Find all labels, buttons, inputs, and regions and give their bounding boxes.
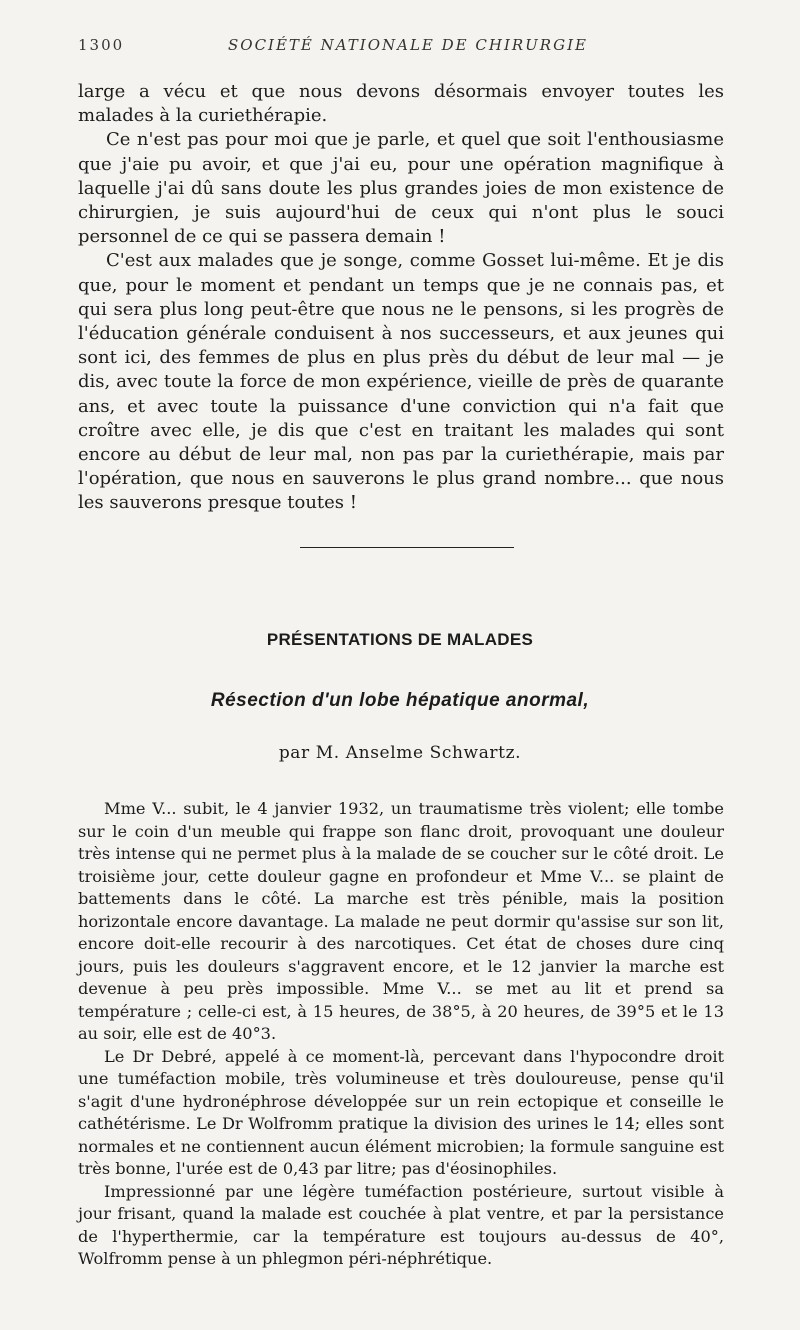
section-heading: PRÉSENTATIONS DE MALADES [266,630,534,649]
paragraph-continued: large a vécu et que nous devons désormais envoyer toutes les malades à la curiethérapie. [78,81,724,127]
article-byline: par M. Anselme Schwartz. [278,743,522,763]
page-header [78,36,722,58]
running-title: SOCIÉTÉ NATIONALE DE CHIRURGIE [228,36,588,54]
case-report-text [78,798,724,1271]
paragraph: Mme V... subit, le 4 janvier 1932, un traumatisme très violent; elle tombe sur le coin d'un meuble qui frappe son flanc droit, provoquant une douleur très intense qui ne permet plus à la malade de se coucher sur le côté droit. Le troisième jour, cette douleur gagne en profondeur et Mme V... se plaint de battements dans le côté. La marche est très pénible, mais la position horizontale encore davantage. La malade ne peut dormir qu'assise sur son lit, encore doit-elle recourir à des narcotiques. Cet état de choses dure cinq jours, puis les douleurs s'aggravent encore, et le 12 janvier la marche est devenue à peu près impossible. Mme V... se met au lit et prend sa température ; celle-ci est, à 15 heures, de 38°5, à 20 heures, de 39°5 et le 13 au soir, elle est de 40°3. [78,799,724,1043]
article-title: Résection d'un lobe hépatique anormal, [210,690,590,711]
paragraph: Impressionné par une légère tuméfaction postérieure, surtout visible à jour frisant, quand la malade est couchée à plat ventre, et par la persistance de l'hyperthermie, car la température est toujours au-dessus de 40°, Wolfromm pense à un phlegmon péri-néphrétique. [78,1181,724,1268]
page-number: 1300 [78,36,125,54]
paragraph: Ce n'est pas pour moi que je parle, et quel que soit l'enthousiasme que j'aie pu avoir, et que j'ai eu, pour une opération magnifique à laquelle j'ai dû sans doute les plus grandes joies de mon existence de chirurgien, je suis aujourd'hui de ceux qui n'ont plus le souci personnel de ce qui se passera demain ! [78,129,724,248]
paragraph: C'est aux malades que je songe, comme Gosset lui-même. Et je dis que, pour le moment et pendant un temps que je ne connais pas, et qui sera plus long peut-être que nous ne le pensons, si les progrès de l'éducation générale conduisent à nos successeurs, et aux jeunes qui sont ici, des femmes de plus en plus près du début de leur mal — je dis, avec toute la force de mon expérience, vieille de près de quarante ans, et avec toute la puissance d'une conviction qui n'a fait que croître avec elle, je dis que c'est en traitant les malades qui sont encore au début de leur mal, non pas par la curiethérapie, mais par l'opération, que nous en sauverons le plus grand nombre... que nous les sauverons presque toutes ! [78,250,724,514]
paragraph: Le Dr Debré, appelé à ce moment-là, percevant dans l'hypocondre droit une tuméfaction mobile, très volumineuse et très douloureuse, pense qu'il s'agit d'une hydronéphrose développée sur un rein ectopique et conseille le cathétérisme. Le Dr Wolfromm pratique la division des urines le 14; elles sont normales et ne contiennent aucun élément microbien; la formule sanguine est très bonne, l'urée est de 0,43 par litre; pas d'éosinophiles. [78,1046,724,1178]
section-divider [300,547,514,548]
discussion-text [78,80,724,516]
